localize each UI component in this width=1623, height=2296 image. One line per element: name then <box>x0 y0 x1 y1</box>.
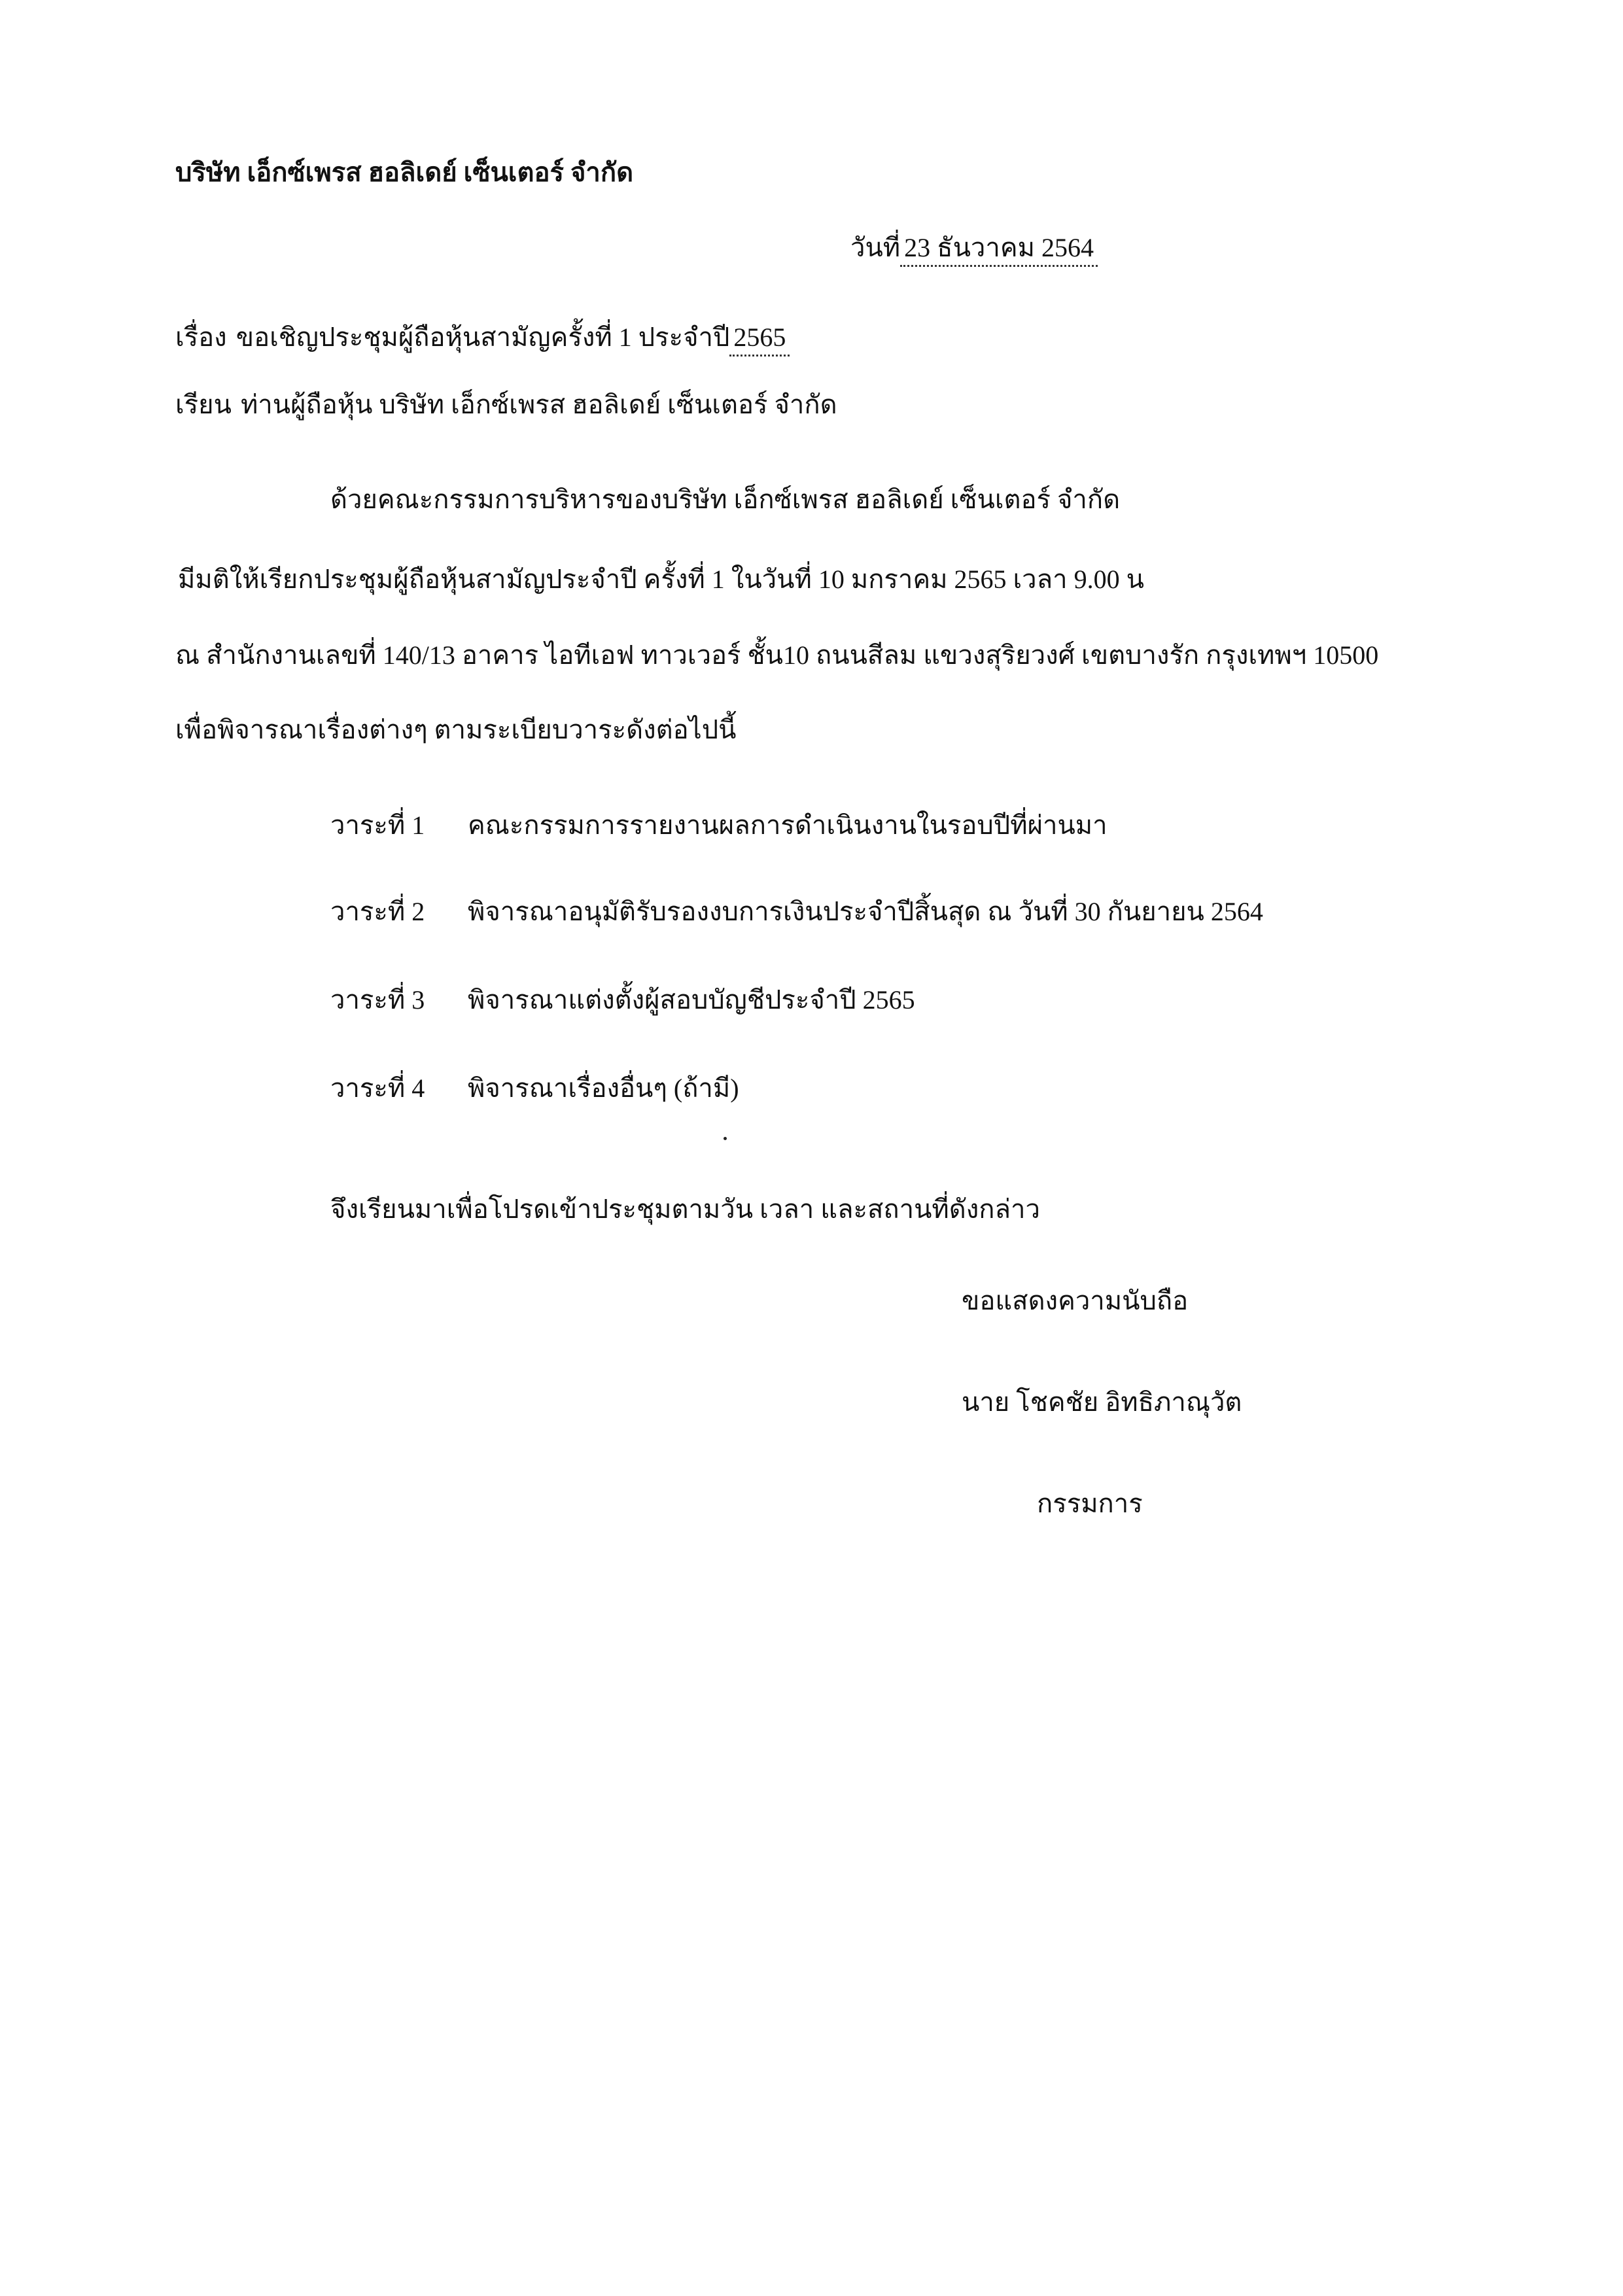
agenda-item <box>330 896 1263 928</box>
recipient-line <box>175 389 837 421</box>
recipient-label: เรียน <box>175 390 232 419</box>
subject-label: เรื่อง <box>175 322 227 352</box>
agenda-text: พิจารณาเรื่องอื่นๆ (ถ้ามี) <box>468 1073 739 1103</box>
agenda-number: วาระที่ 4 <box>330 1073 425 1103</box>
signer-name: นาย โชคชัย อิทธิภาณุวัต <box>962 1387 1242 1417</box>
regards-line: ขอแสดงความนับถือ <box>962 1286 1189 1315</box>
agenda-number: วาระที่ 2 <box>330 897 425 926</box>
body-line-3: ณ สำนักงานเลขที่ 140/13 อาคาร ไอทีเอฟ ทาวเวอร์ ชั้น10 ถนนสีลม แขวงสุริยวงศ์ เขตบางรัก กรุงเทพฯ 10500 <box>175 640 1379 670</box>
agenda-item <box>330 1073 739 1104</box>
agenda-text: คณะกรรมการรายงานผลการดำเนินงานในรอบปีที่ผ่านมา <box>468 810 1108 840</box>
closing-line: จึงเรียนมาเพื่อโปรดเข้าประชุมตามวัน เวลา และสถานที่ดังกล่าว <box>330 1194 1040 1224</box>
company-header: บริษัท เอ็กซ์เพรส ฮอลิเดย์ เซ็นเตอร์ จำกัด <box>175 158 634 187</box>
agenda-number: วาระที่ 3 <box>330 985 425 1015</box>
date-value: 23 ธันวาคม 2564 <box>900 232 1098 267</box>
recipient-text: ท่านผู้ถือหุ้น บริษัท เอ็กซ์เพรส ฮอลิเดย์ เซ็นเตอร์ จำกัด <box>240 390 837 419</box>
subject-line <box>175 322 790 357</box>
date-label: วันที่ <box>850 233 901 262</box>
agenda-item <box>330 984 915 1016</box>
body-line-1: ด้วยคณะกรรมการบริหารของบริษัท เอ็กซ์เพรส ฮอลิเดย์ เซ็นเตอร์ จำกัด <box>330 485 1121 514</box>
scan-speck <box>724 1137 727 1140</box>
body-line-4: เพื่อพิจารณาเรื่องต่างๆ ตามระเบียบวาระดังต่อไปนี้ <box>175 715 737 744</box>
body-line-2: มีมติให้เรียกประชุมผู้ถือหุ้นสามัญประจำปี ครั้งที่ 1 ในวันที่ 10 มกราคม 2565 เวลา 9.00 น <box>178 565 1144 594</box>
agenda-number: วาระที่ 1 <box>330 810 425 840</box>
signer-position: กรรมการ <box>1037 1489 1143 1518</box>
agenda-item <box>330 810 1108 841</box>
agenda-text: พิจารณาแต่งตั้งผู้สอบบัญชีประจำปี 2565 <box>468 985 915 1015</box>
agenda-text: พิจารณาอนุมัติรับรองงบการเงินประจำปีสิ้นสุด ณ วันที่ 30 กันยายน 2564 <box>468 897 1263 926</box>
subject-year: 2565 <box>729 322 790 357</box>
letter-date <box>850 232 1098 267</box>
subject-text: ขอเชิญประชุมผู้ถือหุ้นสามัญครั้งที่ 1 ประจำปี <box>236 322 730 352</box>
